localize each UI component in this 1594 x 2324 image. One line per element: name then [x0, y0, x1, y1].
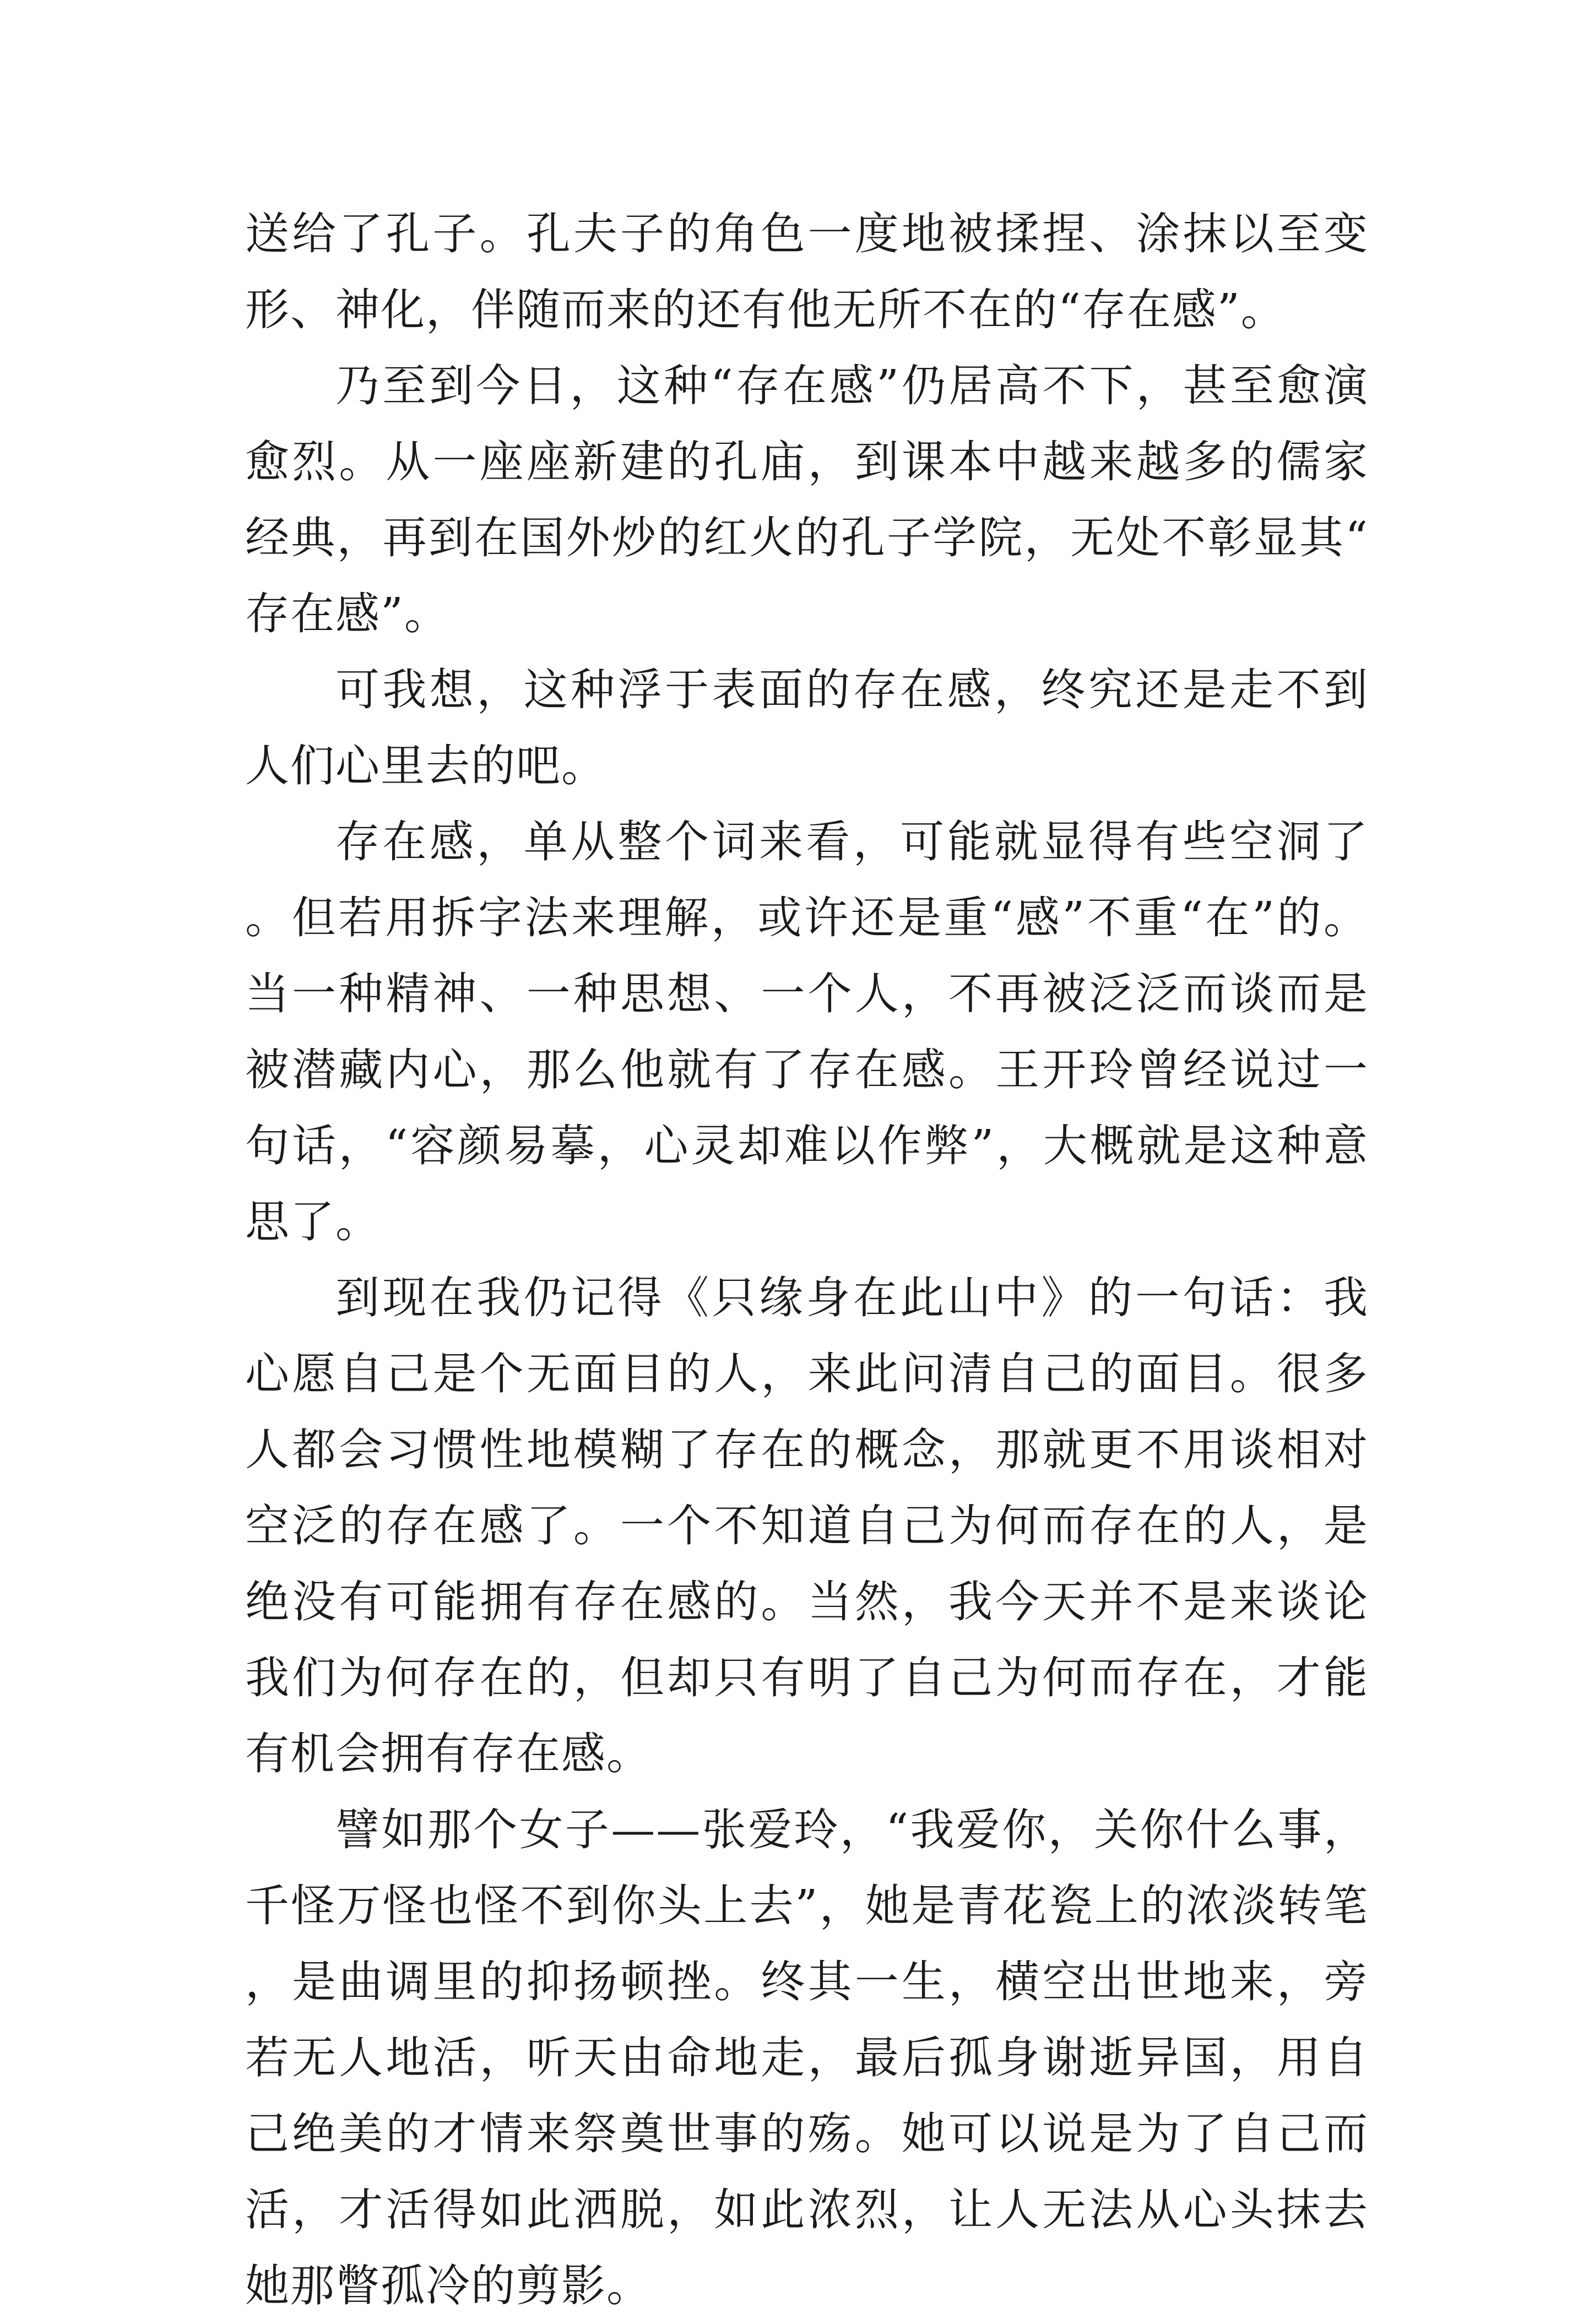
paragraph-4: 存在感，单从整个词来看，可能就显得有些空洞了。但若用拆字法来理解，或许还是重“感”不重“在”的。当一种精神、一种思想、一个人，不再被泛泛而谈而是被潜藏内心，那么他就有了存在感。王开玲曾经说过一句话，“容颜易摹，心灵却难以作弊”，大概就是这种意思了。	[245, 816, 1369, 1247]
essay-body	[245, 196, 1369, 2324]
paragraph-5: 到现在我仍记得《只缘身在此山中》的一句话：我心愿自己是个无面目的人，来此问清自己的面目。很多人都会习惯性地模糊了存在的概念，那就更不用谈相对空泛的存在感了。一个不知道自己为何而存在的人，是绝没有可能拥有存在感的。当然，我今天并不是来谈论我们为何存在的，但却只有明了自己为何而存在，才能有机会拥有存在感。	[245, 1272, 1369, 1779]
paragraph-1: 送给了孔子。孔夫子的角色一度地被揉捏、涂抹以至变形、神化，伴随而来的还有他无所不在的“存在感”。	[245, 208, 1369, 335]
paragraph-6: 譬如那个女子——张爱玲，“我爱你，关你什么事，千怪万怪也怪不到你头上去”，她是青花瓷上的浓淡转笔，是曲调里的抑扬顿挫。终其一生，横空出世地来，旁若无人地活，听天由命地走，最后孤身谢逝异国，用自己绝美的才情来祭奠世事的殇。她可以说是为了自己而活，才活得如此洒脱，如此浓烈，让人无法从心头抹去她那瞥孤冷的剪影。	[245, 1804, 1369, 2311]
paragraph-3: 可我想，这种浮于表面的存在感，终究还是走不到人们心里去的吧。	[245, 664, 1369, 791]
paragraph-2: 乃至到今日，这种“存在感”仍居高不下，甚至愈演愈烈。从一座座新建的孔庙，到课本中越来越多的儒家经典，再到在国外炒的红火的孔子学院，无处不彰显其“存在感”。	[245, 360, 1369, 639]
